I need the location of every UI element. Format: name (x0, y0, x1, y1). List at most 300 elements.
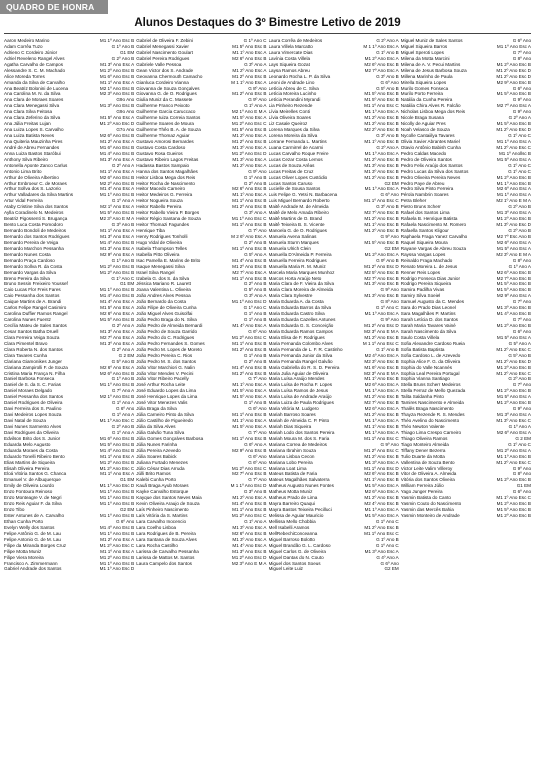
student-class: G 2º Ano B (508, 228, 531, 233)
student-name: Guilherme Thomaz Aguiar (136, 133, 190, 138)
student-name: Alessandre S. C. M. Machado (4, 67, 66, 73)
student-name: Izabela G. dos S. da Silva (136, 275, 190, 281)
student-class: M2 7º Ano Esc A (496, 103, 531, 109)
student-name: Bernardo Sollva R. da Costa (4, 263, 63, 269)
student-name: Bernardo Nunes Costa (4, 251, 51, 257)
student-name: Gustavo Rosa Gueiros (136, 150, 183, 156)
student-name: Eloá Vitória Santos G. Chanca (4, 471, 67, 477)
student-name: João Vitor Mendes V. Pecini (136, 370, 194, 376)
student-name: Maria Elisa de F. Rodrigues (268, 334, 325, 340)
student-name: Enzo Monteagre V. de Negri (4, 495, 62, 501)
student-class: M 1 1º Ano Esc C (362, 340, 399, 346)
student-name: Luana Carmirrel de Acarmi (268, 144, 324, 150)
student-name: Giovanna de Souza Gonçalves (136, 85, 200, 91)
student-name: Ana Beatriz Bolonini de Lucena (4, 85, 69, 91)
student-name: Milena de A. V. Pecui Martins (400, 61, 461, 67)
student-name: Mariah Lodo dos Santos Pereira (268, 429, 335, 435)
student-name: João Pedro Braga do N. Silva (136, 317, 197, 323)
student-class: G 1º Ano B (111, 376, 135, 382)
student-name: Júlia Galvão Tuna Silva (136, 429, 185, 435)
student-name: Kalebi Cunha Porto (136, 477, 177, 483)
student-name: Matheus Augusto Nunes Fontes (268, 483, 334, 489)
student-class: M1 3º Ano Esc B (496, 305, 531, 311)
student-name: Gabriel de Oliveira F. Zebini (136, 38, 193, 43)
student-name: Felipe Antonio G. de M. Lau (4, 536, 61, 542)
student-class: M1 2º Ano Esc C (99, 542, 135, 548)
student-class: G9o Ano (116, 97, 135, 103)
student-name: Lia Pinheiro Rezende (268, 103, 313, 109)
student-class: M1 1º Anollsc B (498, 150, 531, 156)
student-name: Lavínia Costa Villela (268, 55, 311, 61)
student-name: Yasmin Couto do Nascimento (400, 501, 462, 507)
student-class: M2 3º Ano E M A (99, 216, 135, 222)
student-name: Milena de Jesus Barbosa Souza (400, 67, 467, 73)
student-class: M1 2º Ano Esc C (496, 346, 531, 352)
student-name: Matheus Motta Muniz (268, 489, 313, 495)
student-class: M2 3º Ano E M A (364, 370, 399, 376)
student-class: G 7º Ano (512, 382, 531, 388)
student-class: M1 4º Ano Esc B (99, 293, 135, 299)
student-class: M1 4º Ano Esc B (99, 447, 135, 453)
student-class: M1 2º Ano Esc B (364, 228, 399, 233)
student-name: João Pedro Fernandes S. Gomes (136, 340, 205, 346)
student-class: M1 2º Ano Esc B (99, 269, 135, 275)
student-class: G 9º Ano (380, 317, 399, 323)
student-class: G 6º Ano (115, 518, 135, 524)
student-class: G 2º Ano A (111, 162, 135, 168)
student-name: Maria Eduarda G. S. Conceição (268, 323, 334, 328)
student-name: Júlli Brito Ramos (136, 471, 171, 477)
student-name: Gabriel Nascimento Goulart (136, 49, 193, 55)
student-name: João Pedro Pereira C. Rios (136, 352, 193, 358)
student-class: M2 9º Ano Esc A (496, 293, 531, 299)
student-name: Letícia Abreu de C. Silva (268, 85, 319, 91)
student-name: Maria Fernanda de L. F. R. Castinho (268, 346, 343, 352)
student-name: Rodrigo Fonseca Dias Junior (400, 275, 460, 281)
student-name: Miguel Dantas do N. Couto (268, 554, 324, 560)
student-name: Gean Victor dos S. Andrade (136, 67, 194, 73)
student-row (4, 566, 134, 572)
student-class: M1 1º Ano Esc B (99, 495, 135, 501)
student-name: Miguel Siqueira Barros (400, 43, 448, 49)
student-name: Lucas de Souza Arêas (268, 162, 315, 168)
student-class: M1 3º Ano Esc A (364, 548, 399, 554)
student-name: Letícia Moreira Lucinho (268, 91, 317, 97)
student-class: M1 1º Ano Esc B (496, 453, 531, 459)
student-name: Mariah Dias Siqueira (268, 423, 312, 429)
student-row (136, 561, 266, 567)
student-class: G 1º Ano B (376, 49, 399, 55)
student-name: Millena Marinho de Paula (400, 73, 453, 79)
student-name: Yasmin Monteiro de Andrade (400, 513, 460, 518)
student-class: G 1º Ano B (111, 257, 135, 263)
student-class: M1 2º Ano Esc C (231, 465, 267, 471)
student-name: Rafaella Santos Kligour (400, 228, 449, 233)
student-name: Clariana Zampirolli F. de Souza (4, 364, 68, 370)
student-name: Eduarda Moraes da Costa (4, 447, 58, 453)
student-name: Mariah Barroso Soares (268, 412, 316, 418)
student-name: Laura Villela Marcatto (268, 43, 313, 49)
student-name: Samiry Silva Soeiel (400, 293, 441, 299)
student-class: M1 3º Ano Esc A (100, 340, 135, 346)
student-name: Mariana Ibrahim Souza (268, 447, 316, 453)
student-name: Mayra Bastos Teixeira Pecilluci (268, 507, 332, 513)
student-name: Eduardo Tonelli Ribeiro Bento (4, 453, 65, 459)
student-name: Júlia Gomes Gonçalves Barbosa (136, 435, 204, 441)
student-class: G 7º Ano (512, 299, 531, 305)
student-name: Bernardo Bondoli de Medeiros (4, 228, 67, 233)
student-class: M2 6º Ano Esc B (364, 61, 399, 67)
student-class: M2 1º Ano E M A (231, 109, 267, 115)
student-name: Mariah Moura M. dos S. Faria (268, 435, 330, 441)
student-class: G 6º Ano (248, 328, 267, 334)
student-class: M1 1º Ano Esc C (496, 495, 531, 501)
student-name: Laura Vimercate Dias (268, 49, 313, 55)
student-row (401, 513, 531, 519)
student-class: G 2º Ano B (111, 55, 135, 61)
student-name: Nicolly de Aguiar Pres (400, 121, 446, 127)
student-class: M1 1º Ano Esc D (99, 566, 135, 572)
student-class: G 2º Ano B (243, 281, 267, 287)
student-class: G 1º Ano A (508, 423, 531, 429)
student-name: Maria Fernanda Rangel Galvão (268, 358, 333, 364)
student-name: Bernardo Pereira de Veiga (4, 239, 59, 245)
student-class: M 1 1º Ano Esc D (230, 483, 267, 489)
student-class: G 1º Ano B (243, 311, 267, 317)
student-class: M1 5º Ano Esc B (496, 121, 531, 127)
student-class: M1 1º Ano Esc B (99, 560, 135, 566)
student-name: Liz Casale Queiroz (268, 121, 308, 127)
student-class: M1 1º Ano Esc B (232, 198, 267, 204)
student-class: M1 5º Ano Esc B (364, 97, 399, 103)
student-class: M1 4º Ano Esc B (99, 150, 135, 156)
student-class: M2 7º Ano Esc A (232, 269, 267, 275)
student-name: Rafaela B. Henrique Batista (400, 216, 458, 222)
student-class: G 7º Ano (512, 317, 531, 323)
student-name: João Vitor Ribeiro Pacelly (136, 376, 189, 382)
student-class: G 3º Ano B (243, 489, 267, 495)
student-class: G 5º Ano A (244, 251, 267, 257)
student-name: Lucielle de Sousa Santos (268, 186, 321, 192)
student-name: José Eduardo Lopes da Lima (136, 388, 197, 394)
student-class: M1 1º Ano Esc B (99, 38, 135, 43)
student-name: Maria Julia Aguiar de Oliveira (268, 370, 329, 376)
student-name: Pedro Paye de Abreu (400, 180, 445, 186)
student-class: M1 4º Ano Esc A (100, 299, 135, 305)
student-name: Laura Campelo dos Santos (136, 560, 192, 566)
student-name: Júlia Braga da Silva (136, 406, 177, 412)
student-class: G 6º Ano (380, 560, 399, 566)
student-name: Gabriele Valle Pessoa (136, 61, 182, 67)
student-name: Laís Vitória da S. Martins (136, 513, 188, 518)
student-name: Thiago Lima Crespo Carneiro (400, 429, 462, 435)
student-name: Maria Luísa Araújo Mendes (268, 376, 325, 382)
student-class: M1 3º Ano Esc B (364, 168, 399, 174)
student-name: Lara Santana de Souza Alves (136, 536, 197, 542)
student-name: Renner Reis Lopes (400, 269, 441, 275)
student-class: M1 2º Ano Esc A (496, 447, 531, 453)
student-class: M1 1º Ano Esc A (364, 418, 399, 423)
student-name: Maria Eduarda Castro Silva (268, 311, 325, 317)
student-class: G 2 EM (118, 352, 135, 358)
student-name: Mariana Loat Lima (268, 465, 307, 471)
student-class: G 3º Ano A (244, 210, 267, 216)
student-class: M1 5º Ano Esc A (496, 334, 531, 340)
student-name: Emanuel V. de Albuquerque (4, 477, 61, 483)
student-name: Caio Lucas Flor Freis Fares (4, 287, 61, 293)
student-class: M1 1º Ano Esc A (364, 109, 399, 115)
student-class: G 3º Ano A (244, 293, 267, 299)
student-class: G 1º Ano C (111, 275, 135, 281)
student-class: M1 2º Ano Esc B (364, 156, 399, 162)
student-name: Mell Isabelli Aramos (268, 524, 310, 530)
student-name: Anthony Silva Ribeiro (4, 156, 48, 162)
student-class: G7o Ano (116, 127, 135, 133)
student-name: Beatriz Pigossenti S. Brugança (4, 216, 68, 222)
student-name: Lívia Oliveira Soares (268, 115, 311, 121)
student-class: G 9º Ano (248, 168, 267, 174)
student-name: Kayke Carvalho Estorque (136, 489, 189, 495)
student-class: M1 1º Ano Esc A (364, 429, 399, 435)
student-name: Stella Ferraz de Mello Quezada (400, 388, 466, 394)
student-name: Clara Roberta N. dos Santos (4, 346, 63, 352)
student-name: William Ferreira Júlio (400, 483, 444, 489)
student-name: Maria Gabriella do R. S. D. Pereira (268, 364, 340, 370)
title-divider (4, 33, 531, 34)
student-class: M1 6º Ano Esc B (364, 364, 399, 370)
student-class: G 1º Ano C (375, 542, 399, 548)
student-name: Filipe Viera Moreira (4, 554, 44, 560)
student-name: Tiffany Dener Bezerra (400, 447, 446, 453)
student-name: Miguel Brandão G. L. Cardoso (268, 542, 331, 548)
student-name: Bernardo Vargas da Silva (4, 269, 57, 275)
student-class: G 8º Ano (512, 55, 531, 61)
student-name: Breno Pereira da Silva (4, 275, 50, 281)
student-class: M1 2º Ano Esc B (496, 513, 531, 518)
student-class: G 5º Ano B (111, 358, 135, 364)
student-name: Natália Chira Alves R. Falcão (400, 103, 461, 109)
student-name: Melissa de Aguiar Mauricio (268, 513, 324, 518)
student-name: Nicholas Lisboa Mega dos Reis (400, 109, 466, 115)
student-class: G 2º Ano A (376, 38, 399, 43)
student-class: M1 1º Ano Esc A (232, 418, 267, 423)
student-name: Ana Carolina M. N. da Silva (4, 91, 61, 97)
student-name: Daniel Rodrigues de Oliveira (4, 400, 63, 406)
student-name: Mateus Batista de Faria (268, 471, 318, 477)
student-class: G 3º Ano B (376, 73, 399, 79)
student-class: G 6º Ano (380, 192, 399, 198)
student-class: G 6º Ano (380, 79, 399, 85)
student-name: Matheus Prado de Lima (268, 495, 318, 501)
student-name: Miguel Muniz de Sales Santos (400, 38, 463, 43)
student-name: Sofia Alexandre Cardoso Rueia (400, 340, 465, 346)
student-name: Daniel de S. da S. C. Farias (4, 382, 61, 388)
student-name: Murilo Porto Ferreira (400, 91, 443, 97)
student-name: Yago Junger Pereira (400, 489, 443, 495)
student-class: G 6º Ano (512, 85, 531, 91)
student-name: Antonella Aponte Zanco Carlus (4, 162, 68, 168)
student-class: G 1º Ano C (508, 168, 531, 174)
student-class: M2 7º Ano Esc A (100, 334, 135, 340)
student-class: G1 EM (119, 477, 135, 483)
student-class: G 3º Ano B (376, 133, 399, 138)
student-class: M1 1º Ano Esc C (364, 435, 399, 441)
student-name: Bernardo dos Santos Rodrigues (4, 233, 70, 239)
student-name: Aaron Medeiro Marino (4, 38, 50, 43)
student-class: M1 5º Ano Esc A (496, 245, 531, 251)
student-class: M1 2º Ano Esc B (496, 477, 531, 483)
student-name: Tulio Duarte da Motta (400, 453, 445, 459)
student-class: M2 6º Ano Esc B (232, 186, 267, 192)
student-class: M2 6º Ano Esc A (100, 364, 135, 370)
student-class: M2 7º Ano Esc B (364, 275, 399, 281)
student-class: G 1º Ano C (508, 133, 531, 138)
student-name: Talita Saldanha Pinto (400, 394, 444, 400)
student-class: G 6º Ano (248, 453, 267, 459)
student-class: G 6º Ano (248, 459, 267, 465)
student-class: G 2º Ano B (508, 204, 531, 210)
student-class: M1 2º Ano Esc C (231, 121, 267, 127)
student-name: Anna Luiza Bastos Staróbui (4, 150, 61, 156)
student-name: Clariana Giamonikes Junger (4, 358, 62, 364)
student-name: Giulia Muniz da C. Massete (136, 97, 193, 103)
student-class: M1 2º Ano Esc C (231, 513, 267, 518)
student-class: M2 2º Ano Esc B (364, 127, 399, 133)
student-name: Maria Clara de F. Vieira da Silva (268, 281, 335, 287)
student-name: Davi Medeiros Lopes Souza (4, 412, 62, 418)
student-name: Manuela Ulrich Clein (268, 245, 311, 251)
student-class: M1 1º Ano Esc B (99, 501, 135, 507)
student-class: M1 3º Ano Esc D (496, 222, 531, 228)
student-class: M1 2º Ano Esc C (364, 447, 399, 453)
student-name: Cecília Mateu de Sales Santos (4, 323, 67, 328)
student-name: Emily de Oliveira Lourdo (4, 483, 55, 489)
student-name: Júlia Nunes Farinha (136, 441, 178, 447)
student-name: Miguel Speroti Lopes (400, 49, 444, 55)
student-class: M1 1º Ano Esc C (364, 103, 399, 109)
student-name: Miguel Leite Luiz (268, 566, 303, 572)
student-name: Rayane Vargas de Abreu Souza (400, 245, 467, 251)
student-name: Mariana Lobo Pereira (268, 459, 313, 465)
student-class: M1 2º Ano Esc B (364, 115, 399, 121)
student-name: Arthur de Oliveira Albertino (4, 174, 59, 180)
student-class: M1 2º Ano Esc D (496, 73, 531, 79)
student-name: Maria Eduarda Ramos Campos (268, 328, 333, 334)
student-name: Isac Pamella E. Marins de Brito (136, 257, 201, 263)
student-name: Hugo Vidal de Oliveira (136, 239, 182, 245)
student-class: M1 5º Ano Esc B (496, 287, 531, 293)
student-name: MellRebechiConceanna (268, 530, 318, 536)
student-name: João Pedro de Souza Garrido (136, 328, 198, 334)
student-class: M1 1º Ano Esc A (100, 168, 135, 174)
student-class: G2 EM (119, 507, 135, 513)
student-name: Mariah de Almeida C. P. Pinto (268, 418, 330, 423)
student-name: João Pedro de Almeida Bernardi (136, 323, 203, 328)
student-class: M1 2º Ano Esc B (496, 501, 531, 507)
student-name: Sarah Maria Tavares Vainé (400, 323, 456, 328)
student-class: G2 EM (384, 566, 399, 572)
student-name: João Pedro M. Lopes de Moreto (136, 346, 202, 352)
student-class: M1 1º Ano Esc A (364, 186, 399, 192)
student-name: Gabriel Pereira Rodrigues (136, 55, 190, 61)
student-name: Adam Corrêa Tuzo (4, 43, 43, 49)
student-class: M1 2º Ano Esc B (496, 400, 531, 406)
student-name: Arthur Sollva dos S. Lazorio (4, 186, 61, 192)
student-column-3 (269, 38, 399, 764)
student-name: Arthur Valladares da Silva Martins (4, 192, 74, 198)
student-class: G 1º Ano A (111, 198, 135, 204)
student-name: Gabriel Andrade dos Santos (4, 566, 62, 572)
student-class: M1 1º Ano Esc A (364, 150, 399, 156)
student-class: M1 3º Ano Esc B (99, 103, 135, 109)
student-name: Ana Quiteria Mauzinha Pires (4, 138, 63, 144)
student-name: Maitê Andrade M. de Almeida (268, 204, 329, 210)
student-name: Maitê Teixeira B. S. Vicente (268, 222, 325, 228)
student-class: M1 3º Ano Esc A (100, 61, 135, 67)
student-name: Manuella Maria R. M. Muniz (268, 263, 326, 269)
student-class: G 9º Ano (248, 97, 267, 103)
student-name: Maria Luiza de Paula Rodrigues (268, 400, 334, 406)
student-name: Manuela Sturm Marques (268, 239, 319, 245)
student-name: Milena da Motta Marcini (400, 55, 450, 61)
student-name: Júlia da Silva Alves (136, 423, 176, 429)
student-class: M1 1º Ano Esc B (99, 513, 135, 518)
student-name: Arthur Embroeur C. de Moraes (4, 180, 67, 186)
student-name: Sara Magalhães P. Martins (400, 311, 456, 317)
student-name: Caio Pessanha dos Santos (4, 293, 60, 299)
student-class: M1 4º Ano Esc B (99, 524, 135, 530)
student-name: Vallentina de Souza Bento (400, 459, 455, 465)
student-name: Petra Bleher (400, 198, 427, 204)
student-class: M1 5º Ano Esc A (232, 115, 267, 121)
student-name: Sophia do Valle Ncannés (400, 364, 452, 370)
student-name: José Henrique Lopes da Lima (136, 394, 198, 400)
student-class: M1 5º Ano Esc B (496, 507, 531, 513)
student-class: M1 2º Ano Esc A (232, 67, 267, 73)
student-name: Nicole Braga Susana (400, 115, 444, 121)
student-class: G1 EM (119, 49, 135, 55)
student-class: M1 4º Ano Esc B (496, 311, 531, 317)
student-name: Rodrigo Pereira Siqueira (400, 281, 452, 287)
student-class: M2 4º Ano Esc B (364, 501, 399, 507)
student-name: Ana Clara de Moraes Soares (4, 97, 64, 103)
student-class: G2 EM (384, 245, 399, 251)
student-name: Laysa Ramos Abreu (268, 67, 310, 73)
honor-roll-banner: QUADRO DE HONRA (0, 0, 108, 14)
student-name: Stella Bruns Scherr Medeiros (400, 382, 461, 388)
student-class: G 1º Ano B (243, 400, 267, 406)
student-name: Rayssa Vargas Lopes (400, 251, 446, 257)
student-class: M1 2º Ano Esc C (496, 459, 531, 465)
student-class: M1 2º Ano Esc A (232, 495, 267, 501)
student-name: Guilherme Iuiza Correia Santos (136, 115, 201, 121)
student-class: G 1º Ano A (111, 412, 135, 418)
student-class: G 3º Ano B (376, 204, 399, 210)
student-name: Davi Rodrigues da Oliveira (4, 429, 59, 435)
student-class: M1 5º Ano Esc B (496, 91, 531, 97)
student-class: G 1º Ano C (243, 38, 267, 43)
student-name: Ana Luiza Lopes S. Carvalho (4, 127, 64, 133)
student-name: Rafaela Nascimento M. Romero (400, 222, 467, 228)
student-class: G 9º Ano (512, 406, 531, 412)
student-name: Felipe Antônio G. de M. Lau (4, 530, 61, 536)
student-name: Sofia Batista Baptista (400, 346, 445, 352)
student-name: Pedro de Oliveira Santos (400, 156, 452, 162)
student-class: M2 6º Ano Esc A (364, 489, 399, 495)
student-class: M2 6º Ano Esc B (232, 55, 267, 61)
student-class: G 2º Ano B (508, 376, 531, 382)
student-name: Hadassa Bastos Sampaio (136, 162, 190, 168)
